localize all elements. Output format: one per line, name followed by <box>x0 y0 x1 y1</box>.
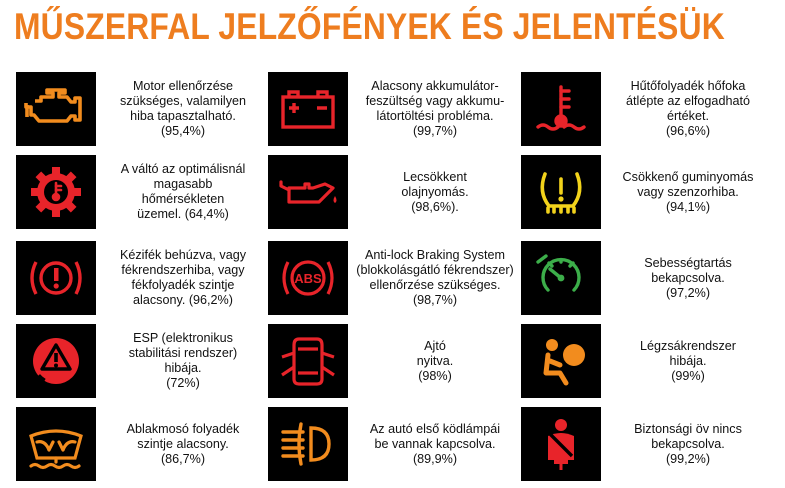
warning-description: Csökkenő guminyomás vagy szenzorhiba. (94,1%) <box>622 169 754 214</box>
warning-description: Ajtó nyitva. (98%) <box>416 338 454 383</box>
warning-description: Hűtőfolyadék hőfoka átlépte az elfogadható értéket. (96,6%) <box>626 79 750 138</box>
warning-description: Ablakmosó folyadék szintje alacsony. (86,7%) <box>126 421 240 466</box>
esp-icon <box>16 324 96 398</box>
warning-description: Alacsony akkumulátor- feszültség vagy akkumu- látortöltési probléma. (99,7%) <box>365 79 505 138</box>
warning-item-door <box>268 324 523 404</box>
abs-icon <box>268 241 348 315</box>
warning-item-abs <box>268 241 523 321</box>
warning-item-transmission <box>16 155 271 235</box>
warning-description: Biztonsági öv nincs bekapcsolva. (99,2%) <box>634 421 742 466</box>
warning-item-tire <box>521 155 776 235</box>
seatbelt-icon <box>521 407 601 481</box>
battery-icon <box>268 72 348 146</box>
page-title: MŰSZERFAL JELZŐFÉNYEK ÉS JELENTÉSÜK <box>14 6 725 47</box>
tire-pressure-icon <box>521 155 601 229</box>
warning-description: Lecsökkent olajnyomás. (98,6%). <box>401 169 469 214</box>
warning-description: Légzsákrendszer hibája. (99%) <box>640 338 736 383</box>
warning-item-oil <box>268 155 523 235</box>
warning-item-brake <box>16 241 271 321</box>
warning-item-esp <box>16 324 271 404</box>
warning-description: Sebességtartás bekapcsolva. (97,2%) <box>644 255 732 300</box>
engine-icon <box>16 72 96 146</box>
washer-fluid-icon <box>16 407 96 481</box>
door-open-icon <box>268 324 348 398</box>
warning-item-seatbelt <box>521 407 776 487</box>
warning-description: Kézifék behúzva, vagy fékrendszerhiba, vagy fékfolyadék szintje alacsony. (96,2%) <box>119 248 246 307</box>
warning-description: A váltó az optimálisnál magasabb hőmérsékleten üzemel. (64,4%) <box>120 162 246 221</box>
warning-item-engine <box>16 72 271 152</box>
coolant-temperature-icon <box>521 72 601 146</box>
warning-item-washer <box>16 407 271 487</box>
warning-item-airbag <box>521 324 776 404</box>
warning-item-fog <box>268 407 523 487</box>
oil-pressure-icon <box>268 155 348 229</box>
warning-description: Motor ellenőrzése szükséges, valamilyen hiba tapasztalható. (95,4%) <box>120 79 246 138</box>
warning-description: Anti-lock Braking System (blokkolásgátló fékrendszer) ellenőrzése szükséges. (98,7%) <box>356 248 514 307</box>
front-fog-light-icon <box>268 407 348 481</box>
warning-item-battery <box>268 72 523 152</box>
abs-label: ABS <box>294 271 322 286</box>
warning-item-cruise <box>521 241 776 321</box>
airbag-icon <box>521 324 601 398</box>
cruise-control-icon <box>521 241 601 315</box>
transmission-temperature-icon <box>16 155 96 229</box>
brake-warning-icon <box>16 241 96 315</box>
warning-description: Az autó első ködlámpái be vannak kapcsolva. (89,9%) <box>369 421 501 466</box>
warning-description: ESP (elektronikus stabilitási rendszer) hibája. (72%) <box>128 331 238 390</box>
warning-item-coolant <box>521 72 776 152</box>
